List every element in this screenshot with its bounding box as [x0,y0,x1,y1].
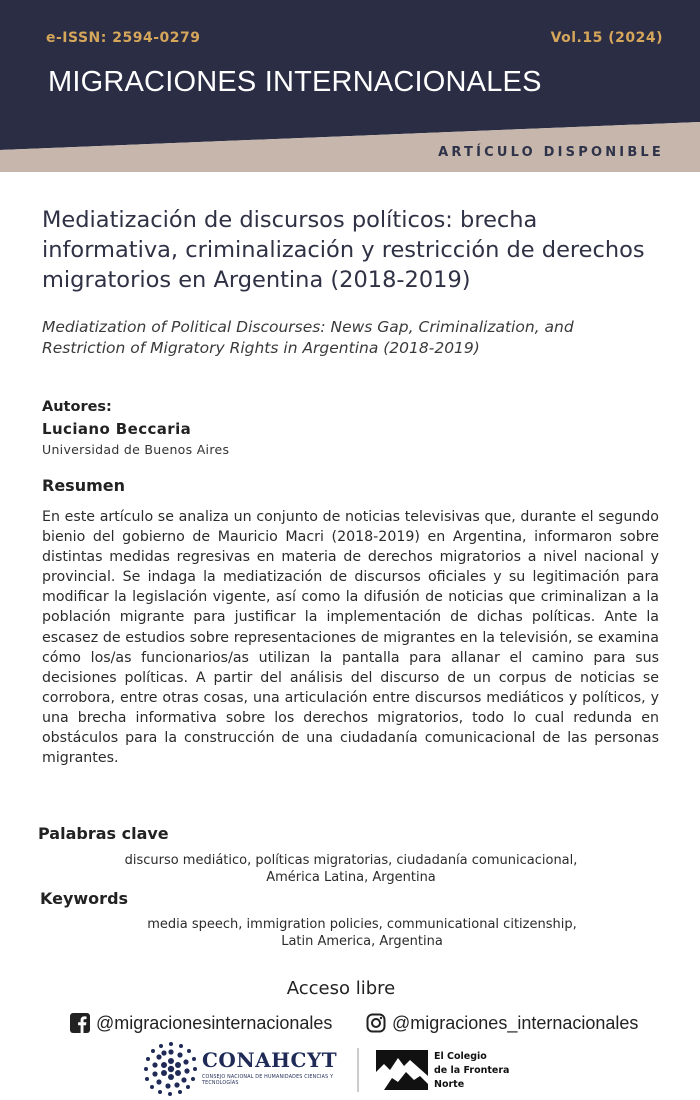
colef-line2: de la Frontera [434,1065,510,1076]
facebook-link[interactable] [70,1012,332,1034]
sponsor-logos [0,1042,700,1100]
open-access-label: Acceso libre [286,978,396,999]
journal-header [0,0,700,172]
article-title-en: Mediatization of Political Discourses: News Gap, Criminalization, and Restriction of Migratory Rights in Argentina (2018-2019) [42,318,574,357]
colef-emblem [376,1050,428,1090]
author-name: Luciano Beccaria [42,420,192,438]
article-title-es: Mediatización de discursos políticos: brecha informativa, criminalización y restricción de derechos migratorios en Argentina (2018-2019) [42,207,645,293]
abstract-heading: Resumen [42,476,125,495]
issn-label: e-ISSN: 2594-0279 [46,30,201,46]
keywords-en-line2: Latin America, Argentina [281,934,443,949]
facebook-handle: @migracionesinternacionales [96,1012,333,1033]
colef-line3: Norte [434,1079,465,1090]
colef-line1: El Colegio [434,1051,487,1062]
conahcyt-emblem [144,1042,197,1096]
status-label: ARTÍCULO DISPONIBLE [438,145,664,160]
keywords-en-heading: Keywords [40,889,129,908]
conahcyt-name: CONAHCYT [202,1048,338,1072]
abstract-text: En este artículo se analiza un conjunto de noticias televisivas que, durante el segundo bienio del gobierno de Mauricio Macri (2018-2019) en Argentina, informaron sobre distintas medidas regresivas en materia de derechos migratorios a nivel nacional y provincial. Se indaga la mediatización de discursos oficiales y su legitimación para modificar la legislación vigente, así como la difusión de noticias que criminalizan a la población migrante para justificar la implementación de dichas políticas. Ante la escasez de estudios sobre representaciones de migrantes en la televisión, se examina cómo los/as funcionarios/as utilizan la pantalla para allanar el camino para sus decisiones políticas. A partir del análisis del discurso de un corpus de noticias se corrobora, entre otras cosas, una articulación entre discursos mediáticos y políticos, y una brecha informativa sobre los derechos migratorios, todo lo cual redunda en obstáculos para la construcción de una ciudadanía comunicacional de las personas migrantes. [42,509,659,767]
conahcyt-subtitle: CONSEJO NACIONAL DE HUMANIDADES CIENCIAS Y TECNOLOGÍAS [202,1075,334,1086]
instagram-handle: @migraciones_internacionales [392,1012,639,1033]
instagram-icon [366,1013,386,1033]
journal-title: MIGRACIONES INTERNACIONALES [48,66,542,98]
keywords-en-line1: media speech, immigration policies, communicational citizenship, [147,917,577,932]
colef-name [434,1050,524,1092]
keywords-es-line2: América Latina, Argentina [266,870,436,885]
instagram-link[interactable] [366,1012,638,1034]
author-affiliation: Universidad de Buenos Aires [42,442,230,457]
facebook-icon [70,1013,90,1033]
keywords-es-line1: discurso mediático, políticas migratorias, ciudadanía comunicacional, [124,853,578,868]
volume-label: Vol.15 (2024) [550,30,663,46]
authors-label: Autores: [42,399,112,415]
keywords-es-heading: Palabras clave [38,824,169,843]
